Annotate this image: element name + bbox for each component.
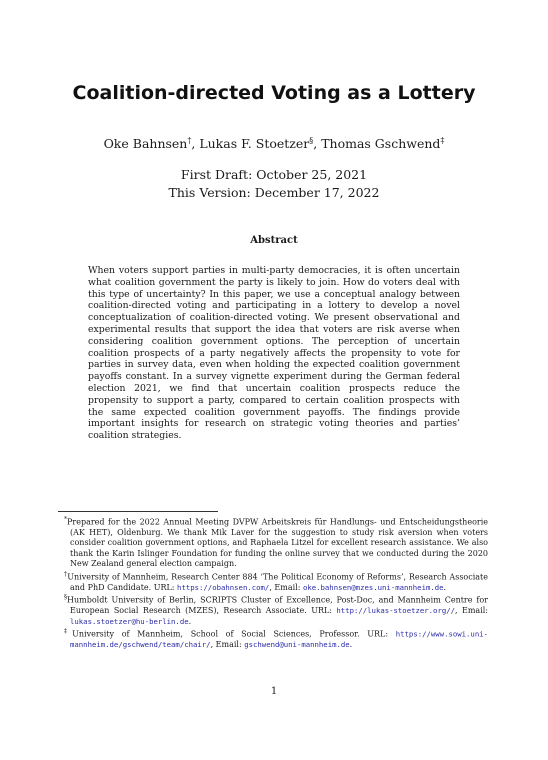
footnotes [60, 515, 488, 651]
page-number: 1 [270, 686, 278, 697]
footnote-author-1: †University of Mannheim, Research Center 884 ‘The Political Economy of Reforms’, Research Associate and PhD Candidate. URL: https://obahnsen.com/, Email: oke.bahnsen@mzes.uni-mannheim.de. [64, 570, 488, 592]
author-1: Oke Bahnsen†, [103, 136, 200, 152]
footnote-author-2: §Humboldt University of Berlin, SCRIPTS Cluster of Excellence, Post-Doc, and Mannheim Centre for European Social Research (MZES), Research Associate. URL: http://lukas-stoetzer.org//, Email: lukas.stoetzer@hu-berlin.de. [64, 594, 489, 626]
this-version-date: This Version: December 17, 2022 [168, 185, 380, 200]
footnote-acknowledgement: *Prepared for the 2022 Annual Meeting DVPW Arbeitskreis für Handlungs- und Entscheidungstheorie (AK HET), Oldenburg. We thank Mik Laver for the suggestion to study risk aversion when voters consider coalition government options, and Raphaela Litzel for excellent research assistance. We also thank the Karin Islinger Foundation for funding the online survey that we conducted during the 2020 New Zealand general election campaign. [64, 516, 488, 569]
date-block [0, 166, 548, 202]
author-1-email-link[interactable]: oke.bahnsen@mzes.uni-mannheim.de [302, 582, 444, 592]
author-3-url-link[interactable]: https://www.sowi.uni-mannheim.de/gschwend/team/chair/ [70, 629, 489, 650]
author-3-email-link[interactable]: gschwend@uni-mannheim.de [244, 640, 350, 650]
abstract-heading: Abstract [250, 235, 298, 246]
author-1-url-link[interactable]: https://obahnsen.com/ [177, 582, 270, 592]
author-line [0, 136, 548, 151]
abstract-text: When voters support parties in multi-party democracies, it is often uncertain what coalition government the party is likely to join. How do voters deal with this type of uncertainty? In this paper, we use a conceptual analogy between coalition-directed voting and participating in a lottery to develop a novel conceptualization of coalition-directed voting. We present observational and experimental results that support the idea that voters are risk averse when considering coalition government options. The perception of uncertain coalition prospects of a party negatively affects the propensity to vote for parties in survey data, even when holding the expected coalition government payoffs constant. In a survey vignette experiment during the German federal election 2021, we find that uncertain coalition prospects reduce the propensity to support a party, compared to certain coalition prospects with the same expected coalition government payoffs. The findings provide important insights for research on strategic voting theories and parties’ coalition strategies. [88, 265, 460, 442]
paper-title: Coalition-directed Voting as a Lottery [72, 82, 476, 104]
footnote-author-3: ‡University of Mannheim, School of Social Sciences, Professor. URL: https://www.sowi.uni-mannheim.de/gschwend/team/chair/, Email: gschwend@uni-mannheim.de. [64, 628, 489, 650]
author-2-email-link[interactable]: lukas.stoetzer@hu-berlin.de [70, 616, 189, 626]
author-3: Thomas Gschwend‡ [321, 136, 445, 152]
author-2-url-link[interactable]: http://lukas-stoetzer.org// [336, 606, 456, 616]
author-2: Lukas F. Stoetzer§, [199, 136, 322, 152]
footnote-divider [58, 511, 218, 512]
first-draft-date: First Draft: October 25, 2021 [180, 167, 368, 182]
